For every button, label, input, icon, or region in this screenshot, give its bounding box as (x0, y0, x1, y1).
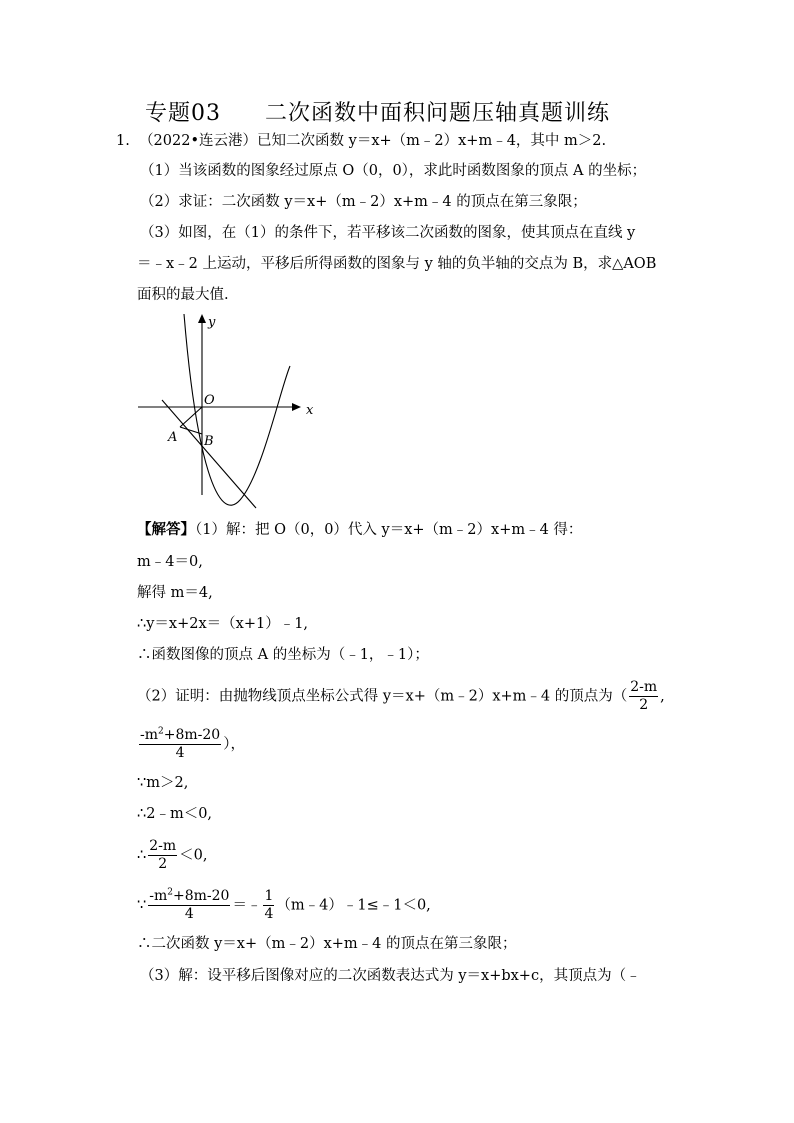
fraction-numerator: 1 (264, 888, 274, 904)
solution-part-1-intro-text: （1）解：把 O（0，0）代入 y＝x+（m﹣2）x+m﹣4 得： (195, 522, 583, 538)
solution-2-conclusion: ∴二次函数 y＝x+（m﹣2）x+m﹣4 的顶点在第三象限； (137, 936, 517, 952)
question-3-line-2: ＝﹣x﹣2 上运动，平移后所得函数的图象与 y 轴的负半轴的交点为 B，求△AOB (137, 256, 657, 272)
title-main: 二次函数中面积问题压轴真题训练 (265, 101, 611, 126)
solution-2-step-1: ∵m＞2, (137, 775, 189, 791)
fraction-denominator: 2 (158, 856, 168, 872)
solution-part-2-intro-text: （2）证明：由抛物线顶点坐标公式得 y＝x+（m﹣2）x+m﹣4 的顶点为（ (137, 688, 628, 705)
solution-part-2-intro (137, 679, 665, 714)
solution-1-step-4: ∴函数图像的顶点 A 的坐标为（﹣1，﹣1）； (137, 647, 429, 663)
problem-stem (116, 131, 606, 151)
fraction-numerator: 2-m (149, 838, 177, 854)
solution-2-step-3 (137, 838, 208, 873)
line-y-eq-neg-x-minus-2 (162, 400, 256, 508)
closing-paren: ）， (223, 736, 245, 753)
exponent: 2 (158, 726, 164, 737)
y-axis-arrow-icon (198, 314, 206, 323)
because-symbol: ∵ (137, 897, 147, 914)
y-axis-label: y (208, 315, 216, 330)
fraction-denominator: 2 (639, 697, 649, 713)
one-quarter-fraction (263, 888, 274, 923)
vertex-y-fraction (148, 888, 230, 923)
question-3-line-3: 面积的最大值. (137, 287, 229, 303)
x-axis-arrow-icon (292, 403, 301, 411)
question-2: （2）求证：二次函数 y＝x+（m﹣2）x+m﹣4 的顶点在第三象限； (140, 194, 587, 210)
x-axis-label: x (306, 403, 314, 418)
title-prefix: 专题03 (145, 101, 221, 126)
inequality-chain: （m﹣4）﹣1≤﹣1＜0, (276, 897, 431, 914)
point-a-label: A (168, 430, 178, 445)
fraction-numerator (139, 727, 221, 745)
numerator-part: +8m-20 (172, 888, 230, 904)
vertex-y-fraction (139, 727, 221, 762)
fraction-numerator: 2-m (630, 679, 658, 695)
solution-1-step-2: 解得 m＝4, (137, 585, 213, 601)
numerator-part: -m (149, 888, 168, 904)
solution-1-step-1: m﹣4＝0, (137, 554, 203, 570)
point-b-label: B (204, 434, 214, 449)
equals-minus: ＝﹣ (232, 897, 262, 914)
vertex-x-fraction (629, 679, 658, 714)
inequality: ＜0, (179, 847, 208, 864)
solution-1-step-3: ∴y＝x+2x＝（x+1）﹣1, (137, 616, 309, 632)
numerator-part: -m (140, 727, 159, 743)
numerator-part: +8m-20 (163, 727, 221, 743)
page-title (145, 96, 610, 127)
problem-number: 1. (116, 133, 130, 149)
fraction-denominator: 4 (264, 906, 274, 922)
problem-stem-text: （2022•连云港）已知二次函数 y＝x+（m﹣2）x+m﹣4，其中 m＞2. (139, 133, 607, 149)
solution-heading: 【解答】 (137, 521, 195, 538)
segment-ao (180, 407, 202, 427)
exponent: 2 (167, 887, 173, 898)
fraction-numerator (148, 888, 230, 906)
fraction-denominator: 4 (175, 745, 185, 761)
solution-part-3-intro: （3）解：设平移后图像对应的二次函数表达式为 y＝x+bx+c，其顶点为（﹣ (140, 968, 641, 984)
solution-2-step-2: ∴2﹣m＜0, (137, 806, 213, 822)
question-3-line-1: （3）如图，在（1）的条件下，若平移该二次函数的图象，使其顶点在直线 y (140, 225, 636, 241)
therefore-symbol: ∴ (137, 847, 147, 864)
question-1: （1）当该函数的图象经过原点 O（0，0），求此时函数图象的顶点 A 的坐标； (140, 163, 647, 179)
parabola-figure (130, 310, 320, 515)
solution-2-vertex-y (137, 727, 245, 762)
fraction-denominator: 4 (184, 906, 194, 922)
solution-part-1-intro (137, 520, 582, 540)
solution-2-step-4 (137, 888, 431, 923)
comma: , (660, 688, 665, 705)
origin-label: O (204, 393, 215, 408)
vertex-x-fraction (148, 838, 177, 873)
